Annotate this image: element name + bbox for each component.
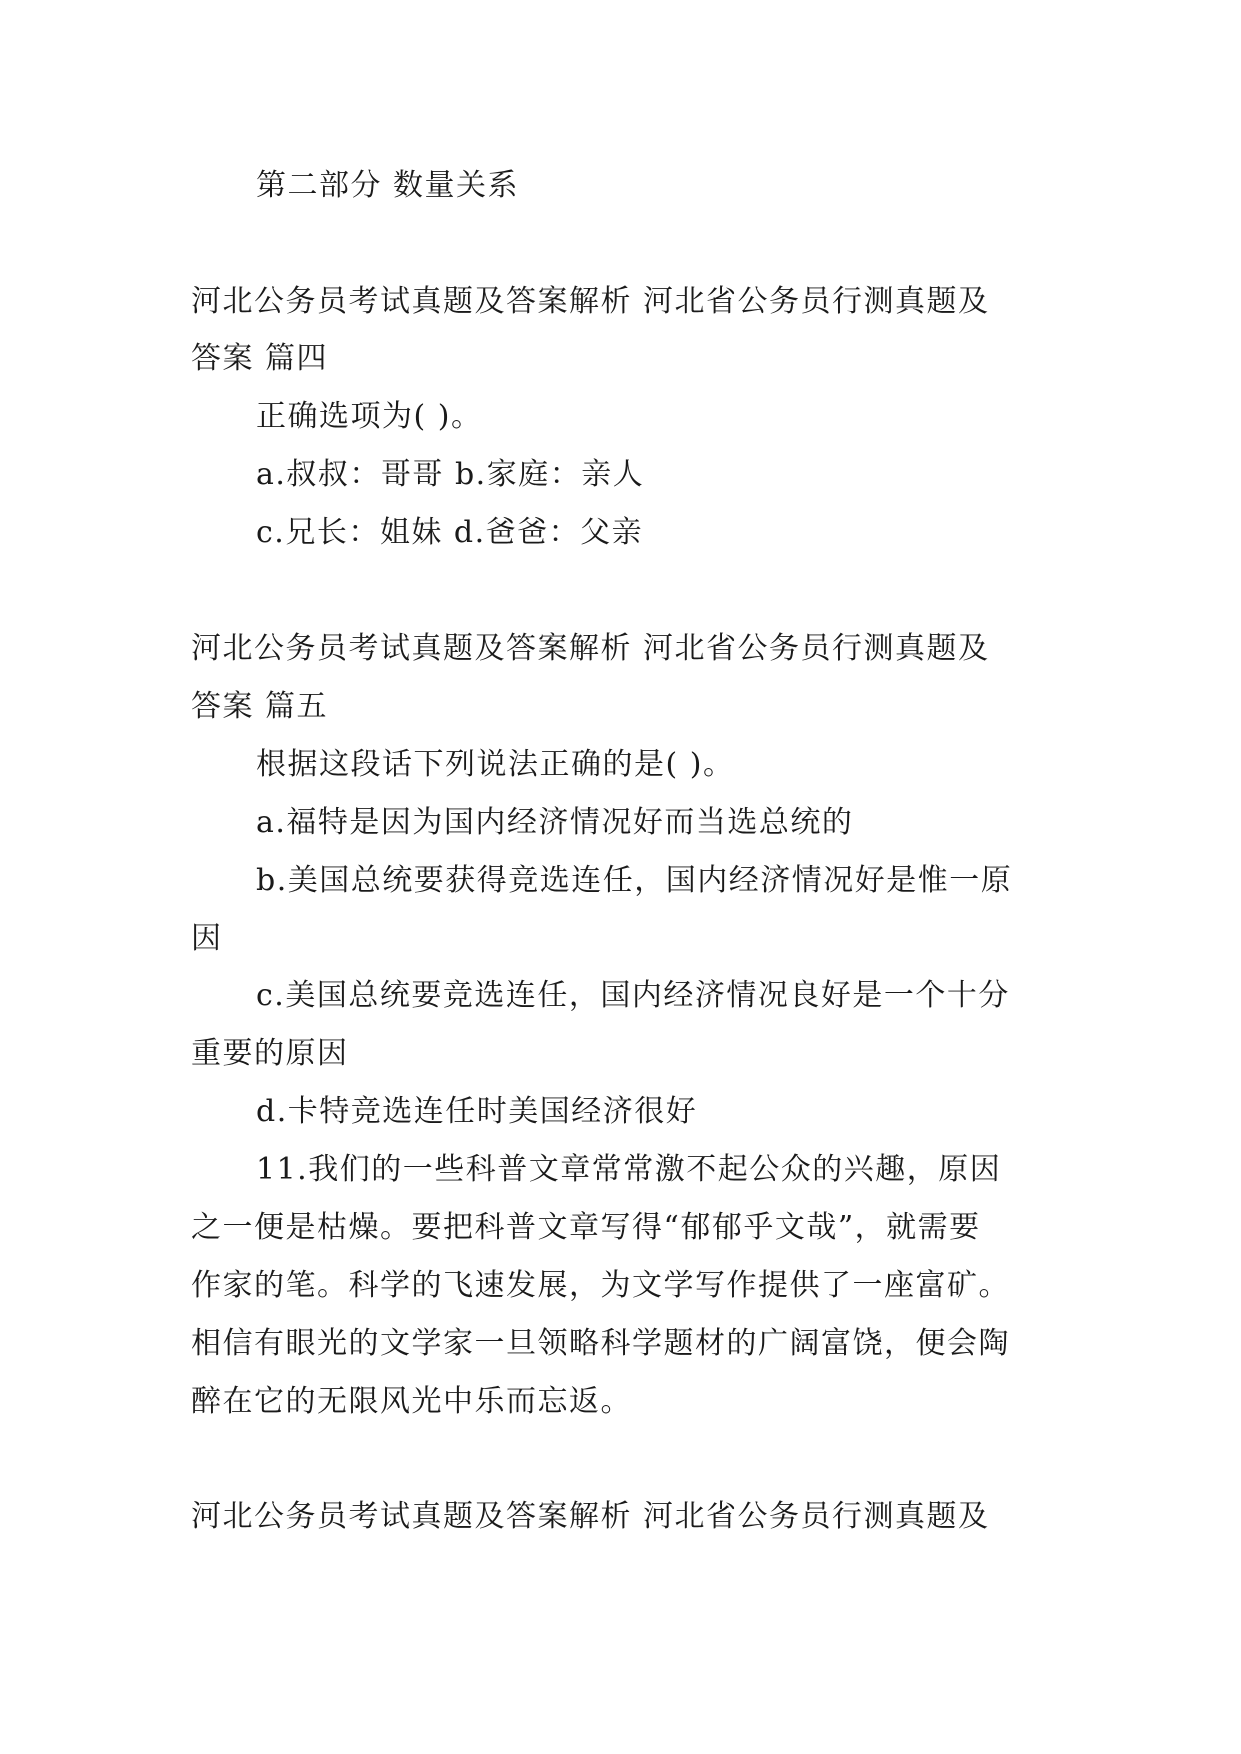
q11-line4: 相信有眼光的文学家一旦领略科学题材的广阔富饶，便会陶 xyxy=(191,1326,1010,1361)
section4-title-line2: 答案 篇四 xyxy=(191,341,329,376)
section5-option-d: d.卡特竞选连任时美国经济很好 xyxy=(256,1094,698,1129)
section5-title-line1: 河北公务员考试真题及答案解析 河北省公务员行测真题及 xyxy=(191,631,990,666)
section6-title-line1: 河北公务员考试真题及答案解析 河北省公务员行测真题及 xyxy=(191,1499,990,1534)
q11-line3: 作家的笔。科学的飞速发展，为文学写作提供了一座富矿。 xyxy=(191,1268,1010,1303)
section5-option-b-line2: 因 xyxy=(191,921,223,956)
section4-options-line2: c.兄长：姐妹 d.爸爸：父亲 xyxy=(256,515,644,550)
q11-line1: 11.我们的一些科普文章常常激不起公众的兴趣，原因 xyxy=(256,1152,1002,1187)
q11-line5: 醉在它的无限风光中乐而忘返。 xyxy=(191,1384,632,1419)
section-heading: 第二部分 数量关系 xyxy=(256,168,520,203)
section4-options-line1: a.叔叔：哥哥 b.家庭：亲人 xyxy=(256,457,645,492)
section4-title-line1: 河北公务员考试真题及答案解析 河北省公务员行测真题及 xyxy=(191,284,990,319)
section5-option-c-line2: 重要的原因 xyxy=(191,1036,349,1071)
section5-title-line2: 答案 篇五 xyxy=(191,689,329,724)
section5-option-a: a.福特是因为国内经济情况好而当选总统的 xyxy=(256,805,854,840)
section5-option-b-line1: b.美国总统要获得竞选连任，国内经济情况好是惟一原 xyxy=(256,863,1013,898)
section5-option-c-line1: c.美国总统要竞选连任，国内经济情况良好是一个十分 xyxy=(256,978,1010,1013)
section4-question: 正确选项为( )。 xyxy=(256,399,483,434)
section5-question: 根据这段话下列说法正确的是( )。 xyxy=(256,747,735,782)
q11-line2: 之一便是枯燥。要把科普文章写得“郁郁乎文哉”，就需要 xyxy=(191,1210,981,1245)
